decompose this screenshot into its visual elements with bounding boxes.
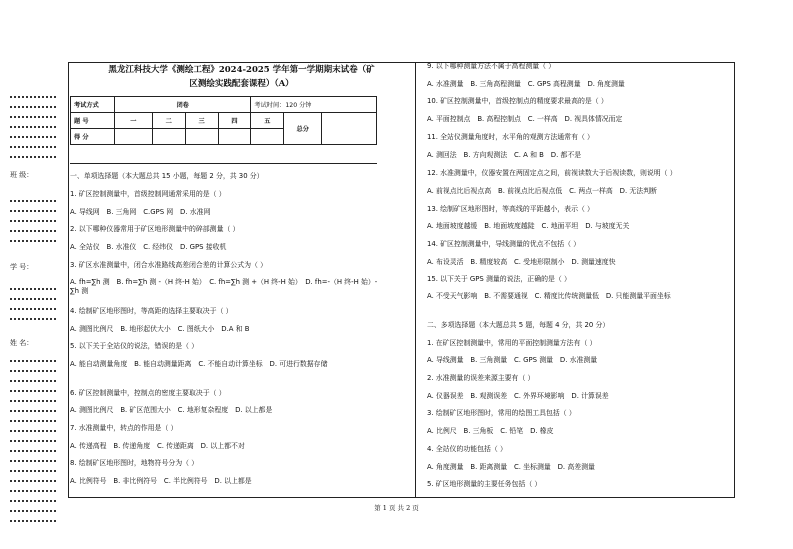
dotted-line <box>10 390 56 392</box>
dotted-line <box>10 308 56 310</box>
answer-options: A. 能自动测量角度 B. 能自动测量距离 C. 不能自动计算坐标 D. 可进行数据存储 <box>70 360 328 368</box>
score-cell-3[interactable] <box>185 129 218 145</box>
answer-options: A. 不受天气影响 B. 不需要通视 C. 精度比传统测量低 D. 只能测量平面坐标 <box>427 292 671 300</box>
question-text: 9. 以下哪种测量方法不属于高程测量（ ） <box>427 62 556 70</box>
answer-options: A. 仪器误差 B. 观测误差 C. 外界环境影响 D. 计算误差 <box>427 392 609 400</box>
dotted-line <box>10 470 56 472</box>
dotted-line <box>10 480 56 482</box>
dotted-line <box>10 318 56 320</box>
question-text: 2. 水准测量的误差来源主要有（ ） <box>427 374 535 382</box>
dotted-line <box>10 106 56 108</box>
answer-options: A. fh=∑h 测 B. fh=∑h 测 -（H 终-H 始） C. fh=∑h 测 +（H 终-H 始） D. fh=-（H 终-H 始）-∑h 测 <box>70 278 378 295</box>
question-col-2: 二 <box>152 113 185 129</box>
name-label: 姓 名： <box>10 339 34 347</box>
answer-options: A. 前视点比后视点高 B. 前视点比后视点低 C. 两点一样高 D. 无法判断 <box>427 187 657 195</box>
answer-options: A. 地面坡度越缓 B. 地面坡度越陡 C. 地面平坦 D. 与坡度无关 <box>427 222 630 230</box>
answer-options: A. 布设灵活 B. 精度较高 C. 受地形限制小 D. 测量速度快 <box>427 258 616 266</box>
dotted-line <box>10 116 56 118</box>
question-text: 1. 矿区控制测量中，首级控制网通常采用的是（ ） <box>70 190 226 198</box>
question-col-4: 四 <box>218 113 251 129</box>
question-text: 8. 绘制矿区地形图时，地物符号分为（ ） <box>70 459 199 467</box>
dotted-line <box>10 200 56 202</box>
section-rule <box>70 163 377 164</box>
dotted-line <box>10 156 56 158</box>
dotted-line <box>10 450 56 452</box>
score-label: 得 分 <box>71 129 115 145</box>
dotted-line <box>10 126 56 128</box>
student-id-label: 学 号： <box>10 263 34 271</box>
answer-options: A. 比例符号 B. 非比例符号 C. 半比例符号 D. 以上都是 <box>70 477 252 485</box>
exam-time: 考试时间：120 分钟 <box>251 97 377 113</box>
dotted-line <box>10 136 56 138</box>
exam-title-line2: 区测绘实践配套课程）（A） <box>189 79 294 89</box>
dotted-line <box>10 240 56 242</box>
answer-options: A. 导线网 B. 三角网 C.GPS 网 D. 水准网 <box>70 208 211 216</box>
dotted-line <box>10 490 56 492</box>
dotted-line <box>10 220 56 222</box>
question-text: 3. 绘制矿区地形图时，常用的绘图工具包括（ ） <box>427 409 576 417</box>
question-text: 11. 全站仪测量角度时，水平角的观测方法通常有（ ） <box>427 133 594 141</box>
class-label: 班 级： <box>10 171 34 179</box>
answer-options: A. 测图比例尺 B. 矿区范围大小 C. 地形复杂程度 D. 以上都是 <box>70 406 273 414</box>
dotted-line <box>10 420 56 422</box>
dotted-line <box>10 440 56 442</box>
dotted-line <box>10 430 56 432</box>
answer-options: A. 平面控制点 B. 高程控制点 C. 一样高 D. 视具体情况而定 <box>427 115 623 123</box>
dotted-line <box>10 460 56 462</box>
question-col-1: 一 <box>114 113 152 129</box>
score-cell-4[interactable] <box>218 129 251 145</box>
score-cell-2[interactable] <box>152 129 185 145</box>
question-text: 7. 水准测量中，转点的作用是（ ） <box>70 424 178 432</box>
question-text: 5. 以下关于全站仪的说法，错误的是（ ） <box>70 342 199 350</box>
dotted-line <box>10 520 56 522</box>
question-text: 13. 绘制矿区地形图时，等高线的平距越小，表示（ ） <box>427 205 594 213</box>
question-col-5: 五 <box>251 113 284 129</box>
dotted-line <box>10 230 56 232</box>
question-text: 4. 绘制矿区地形图时，等高距的选择主要取决于（ ） <box>70 307 233 315</box>
question-text: 10. 矿区控制测量中，首级控制点的精度要求最高的是（ ） <box>427 97 608 105</box>
question-text: 2. 以下哪种仪器常用于矿区地形测量中的碎部测量（ ） <box>70 225 240 233</box>
dotted-line <box>10 210 56 212</box>
question-text: 1. 在矿区控制测量中，常用的平面控制测量方法有（ ） <box>427 339 597 347</box>
question-text: 4. 全站仪的功能包括（ ） <box>427 445 507 453</box>
total-label: 总分 <box>284 113 322 145</box>
question-text: 5. 矿区地形测量的主要任务包括（ ） <box>427 480 542 488</box>
question-text: 3. 矿区水准测量中，闭合水准路线高差闭合差的计算公式为（ ） <box>70 261 267 269</box>
answer-options: A. 角度测量 B. 距离测量 C. 坐标测量 D. 高差测量 <box>427 463 595 471</box>
score-cell-1[interactable] <box>114 129 152 145</box>
answer-options: A. 水准测量 B. 三角高程测量 C. GPS 高程测量 D. 角度测量 <box>427 80 625 88</box>
question-text: 6. 矿区控制测量中，控制点的密度主要取决于（ ） <box>70 389 226 397</box>
question-text: 15. 以下关于 GPS 测量的说法，正确的是（ ） <box>427 275 571 283</box>
dotted-line <box>10 380 56 382</box>
answer-options: A. 测图比例尺 B. 地形起伏大小 C. 图纸大小 D.A 和 B <box>70 325 250 333</box>
dotted-line <box>10 96 56 98</box>
dotted-line <box>10 500 56 502</box>
question-text: 14. 矿区控制测量中，导线测量的优点不包括（ ） <box>427 240 581 248</box>
answer-options: A. 比例尺 B. 三角板 C. 铅笔 D. 橡皮 <box>427 427 554 435</box>
question-text: 12. 水准测量中，仪器安置在两固定点之间，前视读数大于后视读数，则说明（ ） <box>427 169 677 177</box>
section-heading: 一、单项选择题（本大题总共 15 小题，每题 2 分，共 30 分） <box>70 172 264 180</box>
answer-options: A. 全站仪 B. 水准仪 C. 经纬仪 D. GPS 接收机 <box>70 243 227 251</box>
exam-method-label: 考试方式 <box>71 97 115 113</box>
score-cell-5[interactable] <box>251 129 284 145</box>
answer-options: A. 传递高程 B. 传递角度 C. 传递距离 D. 以上都不对 <box>70 442 245 450</box>
exam-method-value: 闭卷 <box>114 97 251 113</box>
dotted-line <box>10 298 56 300</box>
question-col-3: 三 <box>185 113 218 129</box>
dotted-line <box>10 360 56 362</box>
dotted-line <box>10 146 56 148</box>
total-score-cell[interactable] <box>322 113 377 145</box>
exam-title <box>70 63 413 91</box>
answer-options: A. 导线测量 B. 三角测量 C. GPS 测量 D. 水准测量 <box>427 356 598 364</box>
dotted-line <box>10 370 56 372</box>
score-table <box>70 96 377 145</box>
binding-strip <box>0 0 66 549</box>
page-footer: 第 1 页 共 2 页 <box>374 504 419 512</box>
dotted-line <box>10 410 56 412</box>
dotted-line <box>10 288 56 290</box>
column-divider <box>415 62 416 498</box>
exam-title-line1: 黑龙江科技大学《测绘工程》2024-2025 学年第一学期期末试卷（矿 <box>108 65 375 75</box>
answer-options: A. 测回法 B. 方向观测法 C. A 和 B D. 都不是 <box>427 151 582 159</box>
dotted-line <box>10 400 56 402</box>
question-no-label: 题 号 <box>71 113 115 129</box>
section-heading: 二、多项选择题（本大题总共 5 题，每题 4 分，共 20 分） <box>427 321 610 329</box>
